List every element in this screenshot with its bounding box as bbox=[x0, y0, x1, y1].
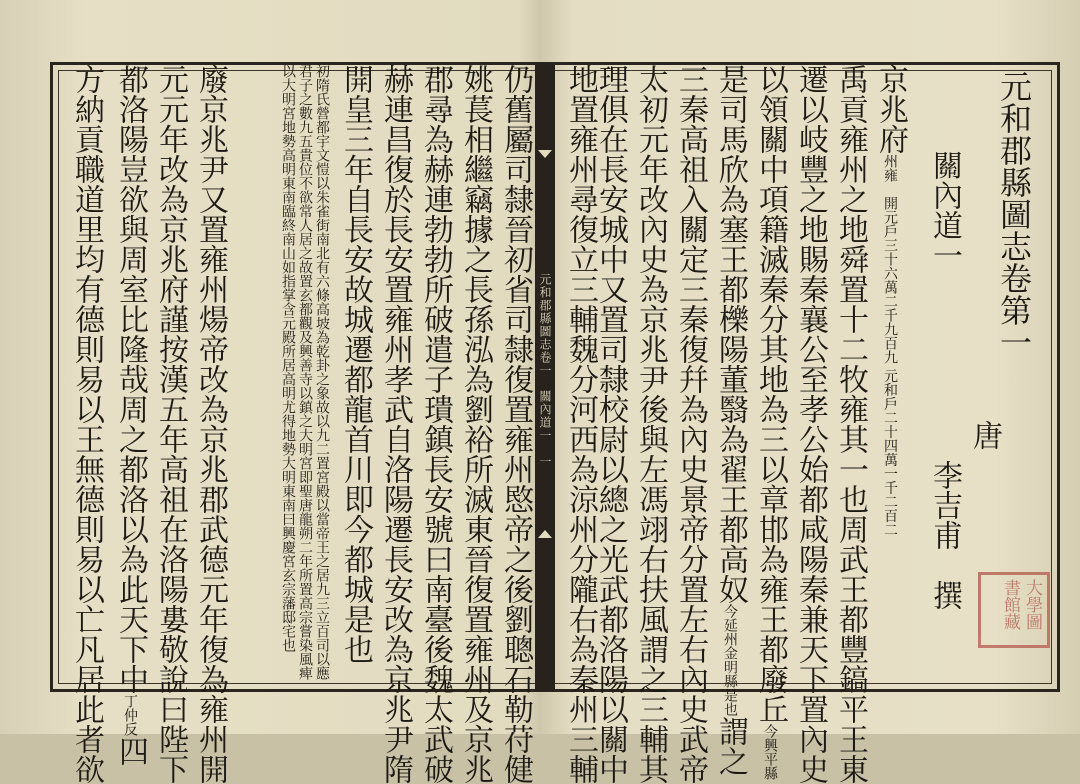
author-dynasty: 唐 bbox=[967, 420, 1002, 450]
text-column: 方納貢職道里均有德則易以王無德則易以亡凡居此者欲 bbox=[69, 64, 104, 784]
text-column: 禹貢雍州之地舜置十二牧雍其一也周武王都豐鎬平王東 bbox=[833, 64, 868, 784]
text-column: 都洛陽豈欲與周室比隆哉周之都洛以為此天下中丁仲反四 bbox=[113, 64, 148, 766]
collector-seal: 大學圖書館藏 bbox=[978, 572, 1050, 648]
author-name: 李吉甫 撰 bbox=[927, 460, 962, 610]
text-column: 元元年改為京兆府謹按漢五年高祖在洛陽婁敬說曰陛下 bbox=[153, 64, 188, 784]
text-column: 京兆府州雍 開元戶三十六萬二千九百九 元和戶二十四萬一千二百二 bbox=[873, 64, 908, 537]
text-column: 赫連昌復於長安置雍州孝武自洛陽遷長安改為京兆尹隋 bbox=[378, 64, 413, 784]
text-column: 姚萇相繼竊據之長孫泓為劉裕所滅東晉復置雍州及京兆 bbox=[458, 64, 493, 784]
text-column: 三秦高祖入關定三秦復幷為內史景帝分置左右內史武帝 bbox=[673, 64, 708, 784]
text-column: 遷以岐豐之地賜秦襄公至孝公始都咸陽秦兼天下置內史 bbox=[793, 64, 828, 784]
text-column: 仍舊屬司隸晉初省司隸復置雍州愍帝之後劉聰石勒苻健 bbox=[498, 64, 533, 784]
gutter-label: 元和郡縣圖志卷一 關內道一 一 bbox=[538, 272, 552, 468]
text-column: 以領關中項籍滅秦分其地為三以章邯為雍王都廢丘今興平縣 bbox=[753, 64, 788, 780]
commentary-column: 初隋氏營都宇文愷以朱雀街南北有六條高坡為乾卦之象故以九二置宮殿以當帝王之居九三立百司以應君子之數九五貴位不欲常人居之故置玄都觀及興善寺以鎮之大明宮即聖唐龍朔二年所置高宗嘗染風痺以大明宮地勢高明東南臨終南山如指掌含元殿所居高明尤得地勢大明東南曰興慶宮玄宗藩邸宅也 bbox=[280, 64, 330, 680]
text-column: 地置雍州尋復立三輔魏分河西為涼州分隴右為秦州三輔 bbox=[563, 64, 598, 784]
volume-title: 元和郡縣圖志卷第一 bbox=[995, 70, 1033, 358]
text-column: 是司馬欣為塞王都櫟陽董翳為翟王都高奴今延州金明縣是也謂之 bbox=[713, 64, 748, 776]
section-heading: 關內道一 bbox=[927, 150, 962, 270]
text-column: 開皇三年自長安故城遷都龍首川即今都城是也 bbox=[338, 64, 373, 664]
text-column: 太初元年改內史為京兆尹後與左馮翊右扶風謂之三輔其 bbox=[633, 64, 668, 784]
text-column: 理俱在長安城中又置司隸校尉以總之光武都洛陽以關中 bbox=[593, 64, 628, 784]
text-column: 郡尋為赫連勃勃所破遣子璝鎮長安號曰南臺後魏太武破 bbox=[418, 64, 453, 784]
text-column: 廢京兆尹又置雍州煬帝改為京兆郡武德元年復為雍州開 bbox=[193, 64, 228, 784]
